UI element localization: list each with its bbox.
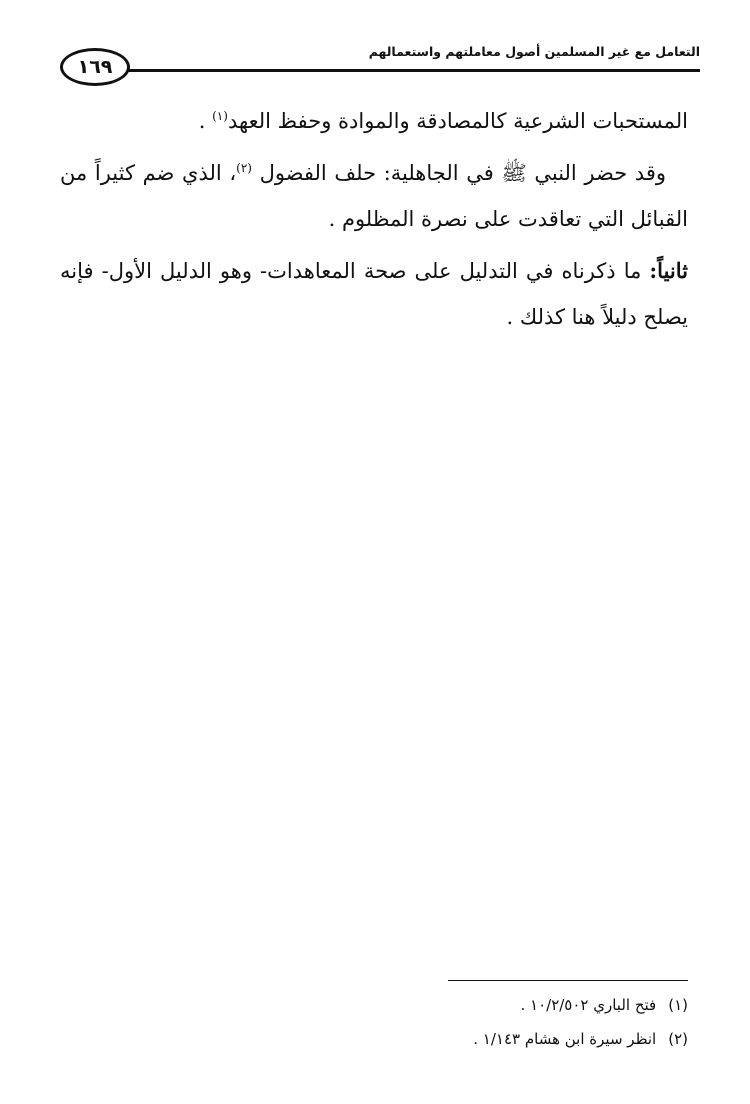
page-header — [60, 42, 700, 92]
footnote-1 — [300, 988, 688, 1022]
paragraph-3-text: ما ذكرناه في التدليل على صحة المعاهدات- وهو الدليل الأول- فإنه يصلح دليلاً هنا كذلك . — [60, 259, 688, 329]
paragraph-3-lead: ثانياً: — [649, 258, 688, 283]
page-number: ١٦٩ — [60, 48, 130, 86]
footnotes — [300, 988, 688, 1056]
paragraph-2 — [60, 150, 688, 242]
footnote-1-number: (١) — [668, 996, 688, 1014]
paragraph-2-text-b: ، الذي ضم كثيراً من القبائل التي تعاقدت على نصرة المظلوم . — [60, 161, 688, 231]
footnote-separator — [448, 980, 688, 981]
body-text — [60, 98, 688, 346]
running-title: التعامل مع غير المسلمين أصول معاملتهم واستعمالهم — [368, 44, 700, 59]
paragraph-1-text: المستحبات الشرعية كالمصادقة والموادة وحفظ العهد — [227, 109, 688, 133]
paragraph-1 — [60, 98, 688, 144]
footnote-1-text: فتح الباري ١٠/٢/٥٠٢ . — [520, 996, 657, 1014]
paragraph-1-end: . — [198, 109, 213, 133]
paragraph-3 — [60, 248, 688, 340]
footnote-2 — [300, 1022, 688, 1056]
footnote-ref-1[interactable]: (١) — [212, 109, 228, 123]
footnote-2-number: (٢) — [668, 1030, 688, 1048]
paragraph-2-text-a: وقد حضر النبي ﷺ في الجاهلية: حلف الفضول — [251, 161, 667, 185]
header-rule — [128, 69, 700, 72]
footnote-ref-2[interactable]: (٢) — [236, 161, 252, 175]
footnote-2-text: انظر سيرة ابن هشام ١/١٤٣ . — [473, 1030, 657, 1048]
